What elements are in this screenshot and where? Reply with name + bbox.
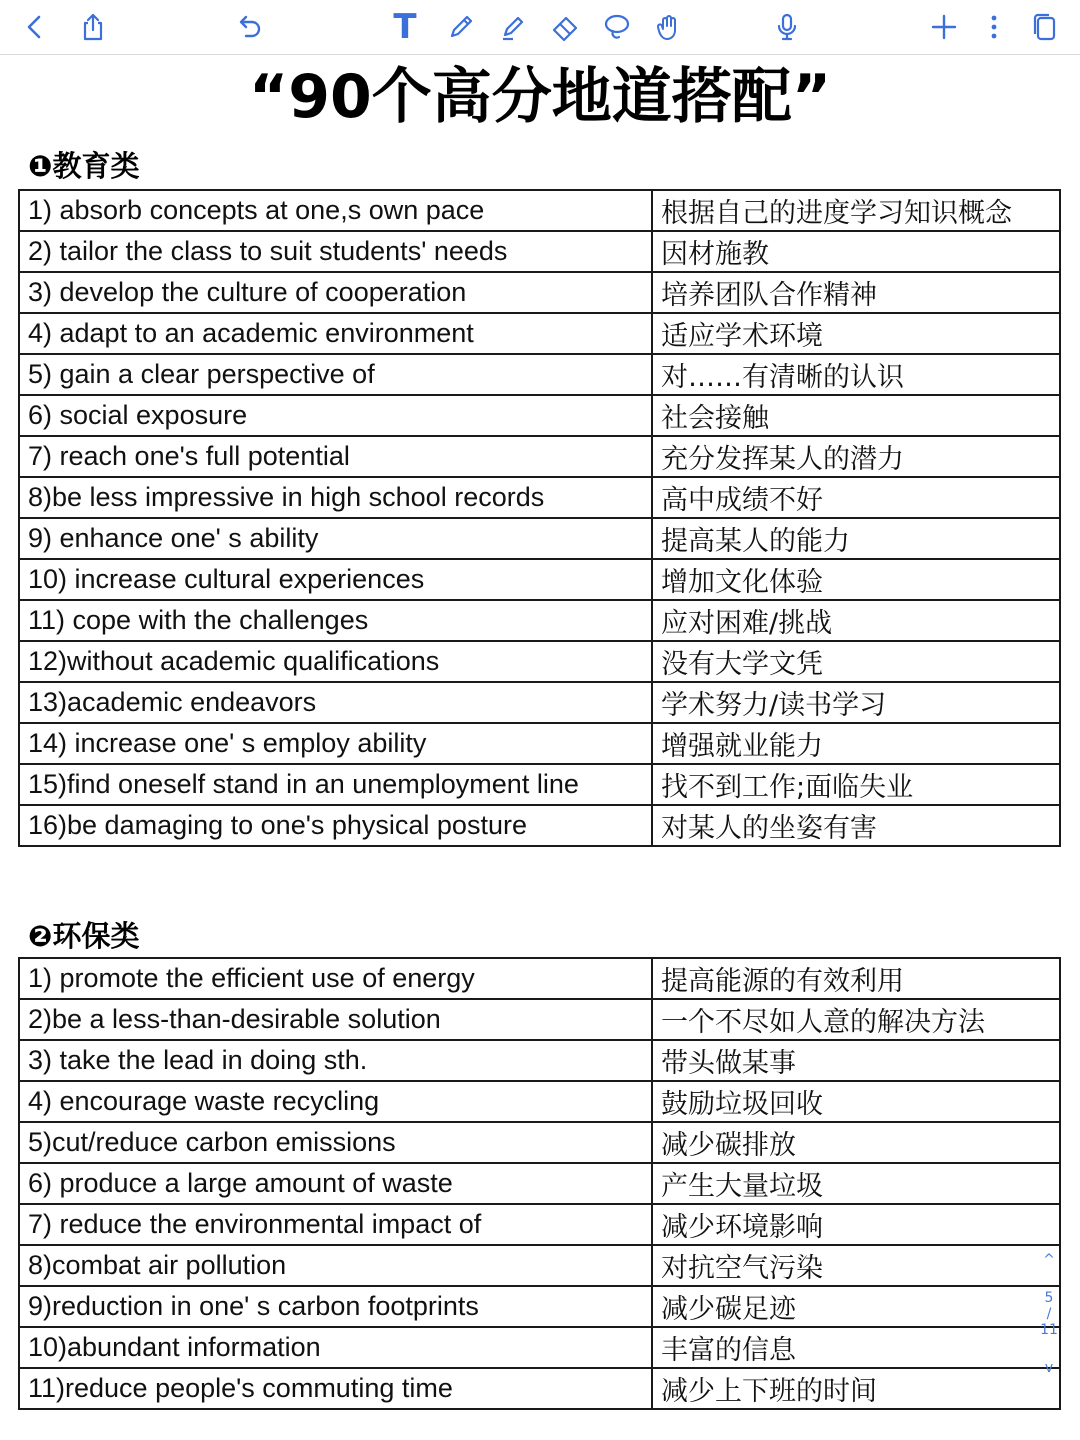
toolbar — [0, 0, 1080, 55]
phrase-en: 16)be damaging to one's physical posture — [19, 805, 652, 846]
page-indicator[interactable] — [1040, 1252, 1058, 1376]
table-row — [19, 600, 1060, 641]
phrase-en: 12)without academic qualifications — [19, 641, 652, 682]
text-tool-icon[interactable]: T — [393, 7, 417, 47]
table-row — [19, 682, 1060, 723]
phrase-en: 10) increase cultural experiences — [19, 559, 652, 600]
phrase-zh: 减少碳足迹 — [652, 1286, 1060, 1327]
phrase-en: 8)be less impressive in high school records — [19, 477, 652, 518]
page-title: “90个高分地道搭配” — [248, 62, 832, 132]
environment-table-body — [19, 958, 1060, 1409]
phrase-zh: 充分发挥某人的潜力 — [652, 436, 1060, 477]
phrase-en: 2)be a less-than-desirable solution — [19, 999, 652, 1040]
table-row — [19, 999, 1060, 1040]
phrase-zh: 丰富的信息 — [652, 1327, 1060, 1368]
table-row — [19, 436, 1060, 477]
table-row — [19, 1245, 1060, 1286]
phrase-zh: 培养团队合作精神 — [652, 272, 1060, 313]
section-heading-environment: ❷环保类 — [28, 919, 140, 953]
phrase-en: 13)academic endeavors — [19, 682, 652, 723]
phrase-zh: 减少碳排放 — [652, 1122, 1060, 1163]
pen-icon[interactable] — [442, 8, 480, 46]
phrase-zh: 产生大量垃圾 — [652, 1163, 1060, 1204]
phrase-zh: 没有大学文凭 — [652, 641, 1060, 682]
phrase-en: 8)combat air pollution — [19, 1245, 652, 1286]
page-separator: / — [1046, 1306, 1052, 1322]
phrase-en: 4) adapt to an academic environment — [19, 313, 652, 354]
table-row — [19, 1327, 1060, 1368]
hand-icon[interactable] — [650, 8, 688, 46]
phrase-en: 5)cut/reduce carbon emissions — [19, 1122, 652, 1163]
section-heading-education: ❶教育类 — [28, 149, 140, 183]
phrase-zh: 减少环境影响 — [652, 1204, 1060, 1245]
table-row — [19, 190, 1060, 231]
phrase-zh: 提高某人的能力 — [652, 518, 1060, 559]
table-row — [19, 231, 1060, 272]
lasso-icon[interactable] — [598, 8, 636, 46]
phrase-en: 14) increase one' s employ ability — [19, 723, 652, 764]
phrase-en: 4) encourage waste recycling — [19, 1081, 652, 1122]
table-row — [19, 559, 1060, 600]
phrase-zh: 社会接触 — [652, 395, 1060, 436]
phrase-en: 10)abundant information — [19, 1327, 652, 1368]
table-row — [19, 1368, 1060, 1409]
table-row — [19, 764, 1060, 805]
table-row — [19, 1204, 1060, 1245]
phrase-en: 7) reach one's full potential — [19, 436, 652, 477]
table-row — [19, 354, 1060, 395]
phrase-en: 3) develop the culture of cooperation — [19, 272, 652, 313]
table-row — [19, 1163, 1060, 1204]
phrase-en: 6) produce a large amount of waste — [19, 1163, 652, 1204]
page-up-icon[interactable]: ^ — [1043, 1252, 1055, 1268]
table-row — [19, 1122, 1060, 1163]
table-row — [19, 1040, 1060, 1081]
phrase-zh: 高中成绩不好 — [652, 477, 1060, 518]
education-table — [18, 189, 1061, 847]
highlighter-icon[interactable] — [494, 8, 532, 46]
phrase-en: 2) tailor the class to suit students' needs — [19, 231, 652, 272]
phrase-zh: 根据自己的进度学习知识概念 — [652, 190, 1060, 231]
phrase-zh: 对……有清晰的认识 — [652, 354, 1060, 395]
total-pages: 11 — [1040, 1322, 1058, 1338]
phrase-en: 6) social exposure — [19, 395, 652, 436]
add-page-icon[interactable] — [925, 8, 963, 46]
phrase-zh: 应对困难/挑战 — [652, 600, 1060, 641]
phrase-zh: 提高能源的有效利用 — [652, 958, 1060, 999]
environment-table — [18, 957, 1061, 1410]
table-row — [19, 641, 1060, 682]
phrase-en: 3) take the lead in doing sth. — [19, 1040, 652, 1081]
phrase-zh: 增强就业能力 — [652, 723, 1060, 764]
phrase-zh: 因材施教 — [652, 231, 1060, 272]
phrase-zh: 增加文化体验 — [652, 559, 1060, 600]
phrase-en: 1) promote the efficient use of energy — [19, 958, 652, 999]
pages-icon[interactable] — [1026, 8, 1064, 46]
phrase-en: 9) enhance one' s ability — [19, 518, 652, 559]
phrase-en: 5) gain a clear perspective of — [19, 354, 652, 395]
phrase-en: 7) reduce the environmental impact of — [19, 1204, 652, 1245]
eraser-icon[interactable] — [546, 8, 584, 46]
table-row — [19, 805, 1060, 846]
undo-icon[interactable] — [230, 8, 268, 46]
back-icon[interactable] — [16, 8, 54, 46]
phrase-en: 15)find oneself stand in an unemployment line — [19, 764, 652, 805]
phrase-zh: 鼓励垃圾回收 — [652, 1081, 1060, 1122]
table-row — [19, 313, 1060, 354]
table-row — [19, 518, 1060, 559]
phrase-zh: 对某人的坐姿有害 — [652, 805, 1060, 846]
current-page: 5 — [1044, 1290, 1054, 1306]
share-icon[interactable] — [74, 8, 112, 46]
education-table-body — [19, 190, 1060, 846]
more-icon[interactable] — [975, 8, 1013, 46]
phrase-zh: 对抗空气污染 — [652, 1245, 1060, 1286]
phrase-zh: 学术努力/读书学习 — [652, 682, 1060, 723]
phrase-en: 9)reduction in one' s carbon footprints — [19, 1286, 652, 1327]
phrase-zh: 找不到工作;面临失业 — [652, 764, 1060, 805]
phrase-en: 11) cope with the challenges — [19, 600, 652, 641]
table-row — [19, 395, 1060, 436]
table-row — [19, 958, 1060, 999]
page-down-icon[interactable]: v — [1044, 1360, 1054, 1376]
microphone-icon[interactable] — [768, 8, 806, 46]
phrase-en: 1) absorb concepts at one,s own pace — [19, 190, 652, 231]
table-row — [19, 1081, 1060, 1122]
phrase-zh: 带头做某事 — [652, 1040, 1060, 1081]
phrase-zh: 适应学术环境 — [652, 313, 1060, 354]
phrase-zh: 一个不尽如人意的解决方法 — [652, 999, 1060, 1040]
table-row — [19, 477, 1060, 518]
table-row — [19, 272, 1060, 313]
phrase-zh: 减少上下班的时间 — [652, 1368, 1060, 1409]
table-row — [19, 723, 1060, 764]
table-row — [19, 1286, 1060, 1327]
phrase-en: 11)reduce people's commuting time — [19, 1368, 652, 1409]
